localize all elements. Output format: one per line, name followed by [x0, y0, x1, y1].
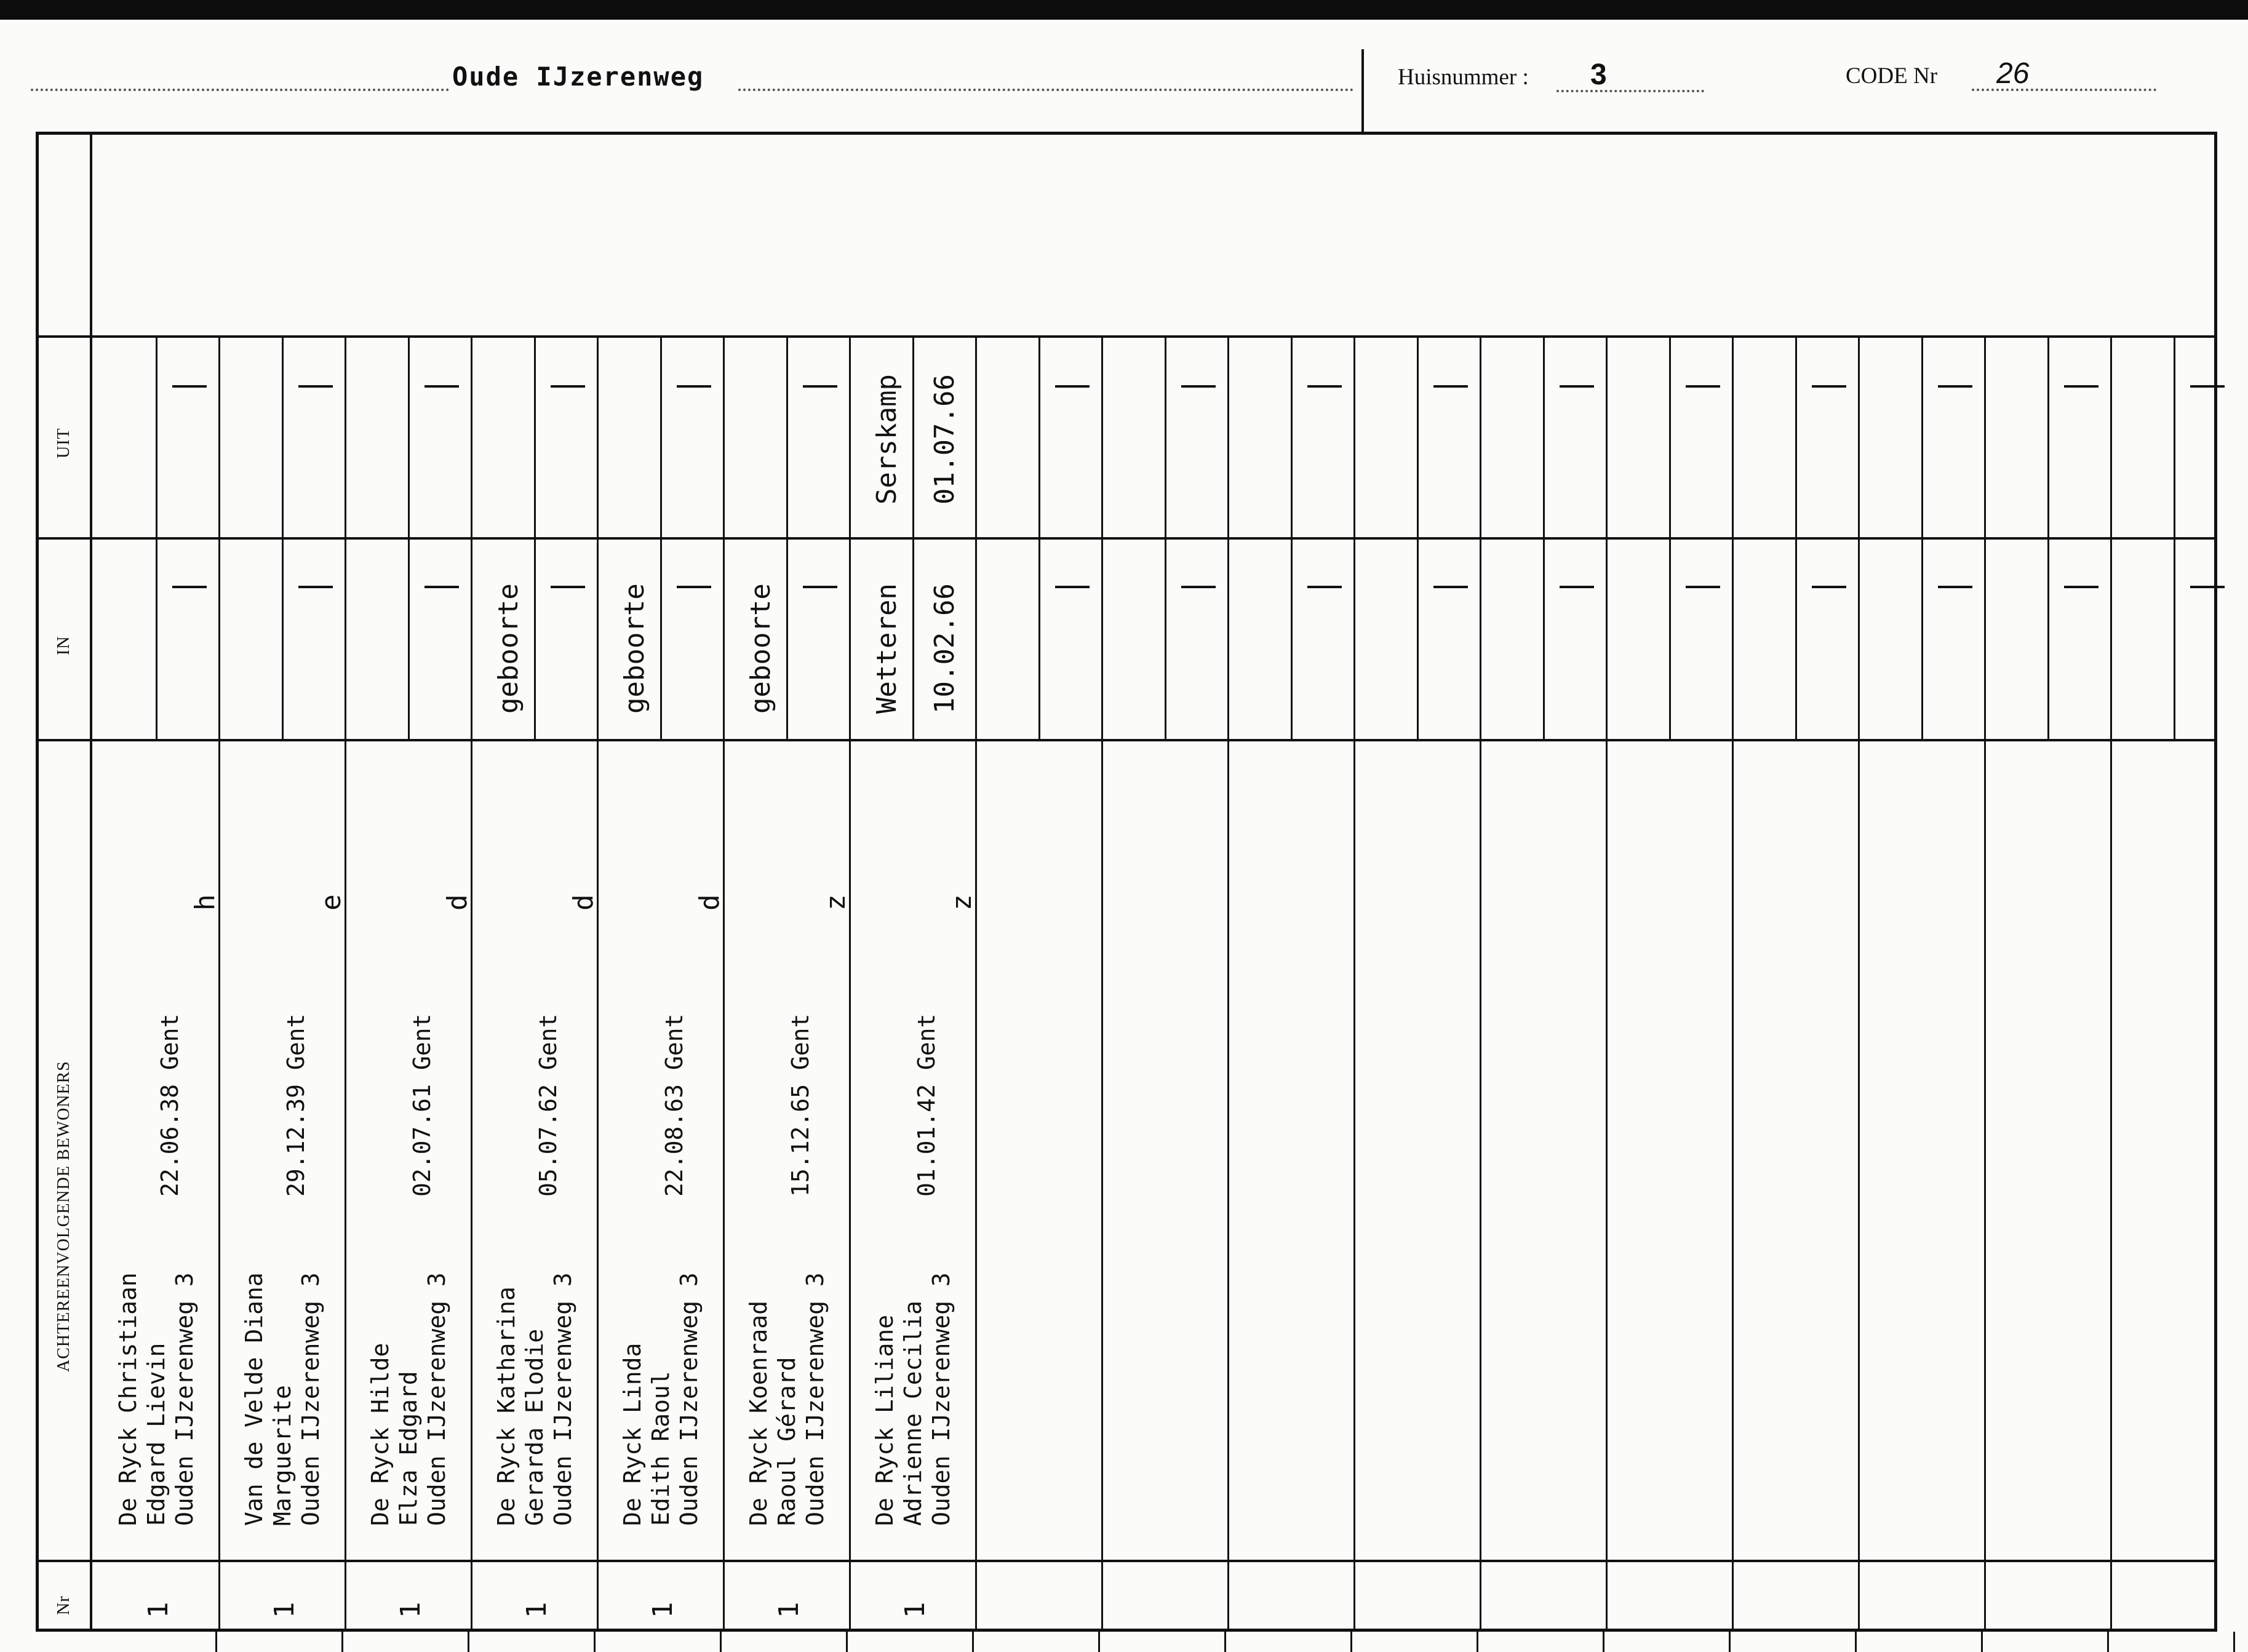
subcolumn-separator [1795, 338, 1797, 739]
column-separator [975, 335, 977, 1632]
code-number-value: 26 [1996, 57, 2030, 90]
subcolumn-separator [1038, 338, 1040, 739]
uit-empty-dash [551, 385, 585, 388]
uit-empty-dash [1812, 385, 1846, 388]
column-separator [1101, 335, 1103, 1632]
in-empty-dash [551, 586, 585, 588]
house-number-value: 3 [1590, 58, 1607, 91]
residents-label: ACHTEREENVOLGENDE BEWONERS [54, 1061, 73, 1372]
resident-name-line2: Elza Edgard [395, 1371, 422, 1526]
in-label: IN [54, 636, 73, 655]
bottom-tick [720, 1632, 722, 1652]
street-dotted-line-right [738, 89, 1353, 91]
column-separator [345, 335, 346, 1632]
in-empty-dash [172, 586, 207, 588]
column-separator [597, 335, 599, 1632]
resident-address: Ouden IJzerenweg 3 [928, 1272, 955, 1526]
bottom-tick [1224, 1632, 1226, 1652]
resident-birth-date-place: 15.12.65 Gent [787, 1013, 814, 1197]
resident-name-line2: Edgard Lievin [143, 1343, 170, 1526]
uit-date: 01.07.66 [929, 374, 960, 505]
subcolumn-separator [534, 338, 536, 739]
in-empty-dash [1055, 586, 1090, 588]
house-number-label: Huisnummer : [1398, 65, 1529, 90]
in-empty-dash [1181, 586, 1216, 588]
subcolumn-separator [1165, 338, 1166, 739]
resident-name-line1: De Ryck Hilde [367, 1343, 394, 1526]
bottom-tick [1981, 1632, 1983, 1652]
bottom-tick [468, 1632, 469, 1652]
subcolumn-separator [1921, 338, 1923, 739]
in-place: geboorte [619, 583, 650, 714]
in-empty-dash [1812, 586, 1846, 588]
street-dotted-line [31, 89, 449, 91]
resident-address: Ouden IJzerenweg 3 [423, 1272, 450, 1526]
uit-empty-dash [1686, 385, 1720, 388]
resident-birth-date-place: 05.07.62 Gent [535, 1013, 562, 1197]
bottom-tick [1603, 1632, 1604, 1652]
resident-status-code: z [946, 894, 978, 911]
column-separator [1227, 335, 1229, 1632]
subcolumn-separator [1291, 338, 1293, 739]
resident-status-code: d [694, 894, 725, 911]
resident-name-line1: De Ryck Linda [619, 1343, 646, 1526]
resident-address: Ouden IJzerenweg 3 [549, 1272, 576, 1526]
in-empty-dash [1686, 586, 1720, 588]
in-empty-dash [424, 586, 459, 588]
resident-birth-date-place: 02.07.61 Gent [409, 1013, 436, 1197]
uit-empty-dash [1560, 385, 1594, 388]
resident-nr: 1 [521, 1602, 552, 1618]
in-place: geboorte [493, 583, 524, 714]
subcolumn-separator [912, 338, 914, 739]
in-empty-dash [2190, 586, 2225, 588]
bottom-tick [972, 1632, 974, 1652]
bottom-tick [846, 1632, 848, 1652]
resident-address: Ouden IJzerenweg 3 [171, 1272, 198, 1526]
uit-empty-dash [1307, 385, 1342, 388]
resident-birth-date-place: 01.01.42 Gent [913, 1013, 940, 1197]
subcolumn-separator [156, 338, 157, 739]
subcolumn-separator [2047, 338, 2049, 739]
bottom-tick [2233, 1632, 2235, 1652]
resident-nr: 1 [395, 1602, 426, 1618]
in-empty-dash [803, 586, 837, 588]
uit-place: Serskamp [871, 374, 903, 505]
subcolumn-separator [786, 338, 788, 739]
column-separator [1353, 335, 1355, 1632]
resident-nr: 1 [647, 1602, 679, 1618]
uit-in-divider [36, 537, 2217, 540]
resident-name-line1: De Ryck Liliane [871, 1314, 898, 1526]
resident-name-line2: Gerarda Elodie [521, 1328, 548, 1526]
house-number-dotted-line [1556, 90, 1704, 92]
register-form-frame [36, 132, 2217, 1632]
resident-name-line2: Raoul Gérard [773, 1357, 800, 1526]
in-empty-dash [1560, 586, 1594, 588]
subcolumn-separator [1669, 338, 1671, 739]
uit-empty-dash [424, 385, 459, 388]
uit-empty-dash [298, 385, 333, 388]
column-separator [1732, 335, 1734, 1632]
subcolumn-separator [660, 338, 662, 739]
uit-empty-dash [2190, 385, 2225, 388]
column-separator [218, 335, 220, 1632]
resident-birth-date-place: 22.08.63 Gent [661, 1013, 688, 1197]
resident-name-line2: Marguerite [269, 1385, 296, 1526]
column-separator [1858, 335, 1860, 1632]
subcolumn-separator [2174, 338, 2175, 739]
column-separator [1984, 335, 1986, 1632]
resident-name-line2: Adrienne Cecilia [899, 1300, 927, 1526]
resident-birth-date-place: 29.12.39 Gent [282, 1013, 309, 1197]
street-name: Oude IJzerenweg [452, 62, 704, 92]
in-date: 10.02.66 [929, 583, 960, 714]
code-label: CODE Nr [1846, 63, 1938, 89]
uit-empty-dash [1055, 385, 1090, 388]
uit-empty-dash [1433, 385, 1468, 388]
resident-status-code: h [189, 894, 221, 911]
in-empty-dash [677, 586, 711, 588]
bottom-tick [1855, 1632, 1857, 1652]
column-separator [723, 335, 725, 1632]
resident-nr: 1 [143, 1602, 174, 1618]
bottom-tick [1350, 1632, 1352, 1652]
nr-label: Nr [54, 1595, 73, 1615]
in-empty-dash [1433, 586, 1468, 588]
subcolumn-separator [282, 338, 284, 739]
in-place: geboorte [745, 583, 776, 714]
residents-nr-divider [36, 1560, 2217, 1562]
resident-nr: 1 [269, 1602, 300, 1618]
bottom-tick [215, 1632, 217, 1652]
resident-name-line1: De Ryck Christiaan [114, 1272, 141, 1526]
uit-label: UIT [54, 428, 73, 458]
resident-status-code: d [442, 894, 473, 911]
bottom-tick [1477, 1632, 1478, 1652]
in-place: Wetteren [871, 583, 903, 714]
uit-empty-dash [1181, 385, 1216, 388]
scan-top-edge [0, 0, 2248, 20]
subcolumn-separator [1417, 338, 1419, 739]
resident-status-code: e [316, 894, 347, 911]
resident-name-line1: Van de Velde Diana [241, 1272, 268, 1526]
header-divider [1361, 49, 1364, 132]
uit-empty-dash [172, 385, 207, 388]
subcolumn-separator [408, 338, 410, 739]
column-separator [471, 335, 472, 1632]
bottom-tick [1098, 1632, 1100, 1652]
in-residents-divider [36, 739, 2217, 741]
resident-name-line2: Edith Raoul [647, 1371, 674, 1526]
bottom-tick [2107, 1632, 2109, 1652]
resident-address: Ouden IJzerenweg 3 [297, 1272, 324, 1526]
resident-status-code: d [568, 894, 599, 911]
resident-birth-date-place: 22.06.38 Gent [156, 1013, 183, 1197]
label-column-divider [90, 132, 92, 1632]
bottom-tick [594, 1632, 596, 1652]
resident-address: Ouden IJzerenweg 3 [802, 1272, 829, 1526]
uit-top-line [36, 335, 2217, 338]
in-empty-dash [2064, 586, 2099, 588]
uit-empty-dash [1938, 385, 1972, 388]
uit-empty-dash [2064, 385, 2099, 388]
uit-empty-dash [803, 385, 837, 388]
column-separator [849, 335, 851, 1632]
in-empty-dash [1307, 586, 1342, 588]
in-empty-dash [1938, 586, 1972, 588]
subcolumn-separator [1543, 338, 1545, 739]
resident-nr: 1 [899, 1602, 931, 1618]
resident-name-line1: De Ryck Katharina [493, 1287, 520, 1526]
resident-address: Ouden IJzerenweg 3 [676, 1272, 703, 1526]
resident-status-code: z [820, 894, 851, 911]
code-dotted-line [1972, 89, 2156, 91]
in-empty-dash [298, 586, 333, 588]
resident-nr: 1 [773, 1602, 805, 1618]
resident-name-line1: De Ryck Koenraad [745, 1300, 772, 1526]
bottom-tick [1729, 1632, 1731, 1652]
column-separator [2110, 335, 2112, 1632]
column-separator [1480, 335, 1481, 1632]
uit-empty-dash [677, 385, 711, 388]
column-separator [1606, 335, 1608, 1632]
bottom-tick [341, 1632, 343, 1652]
